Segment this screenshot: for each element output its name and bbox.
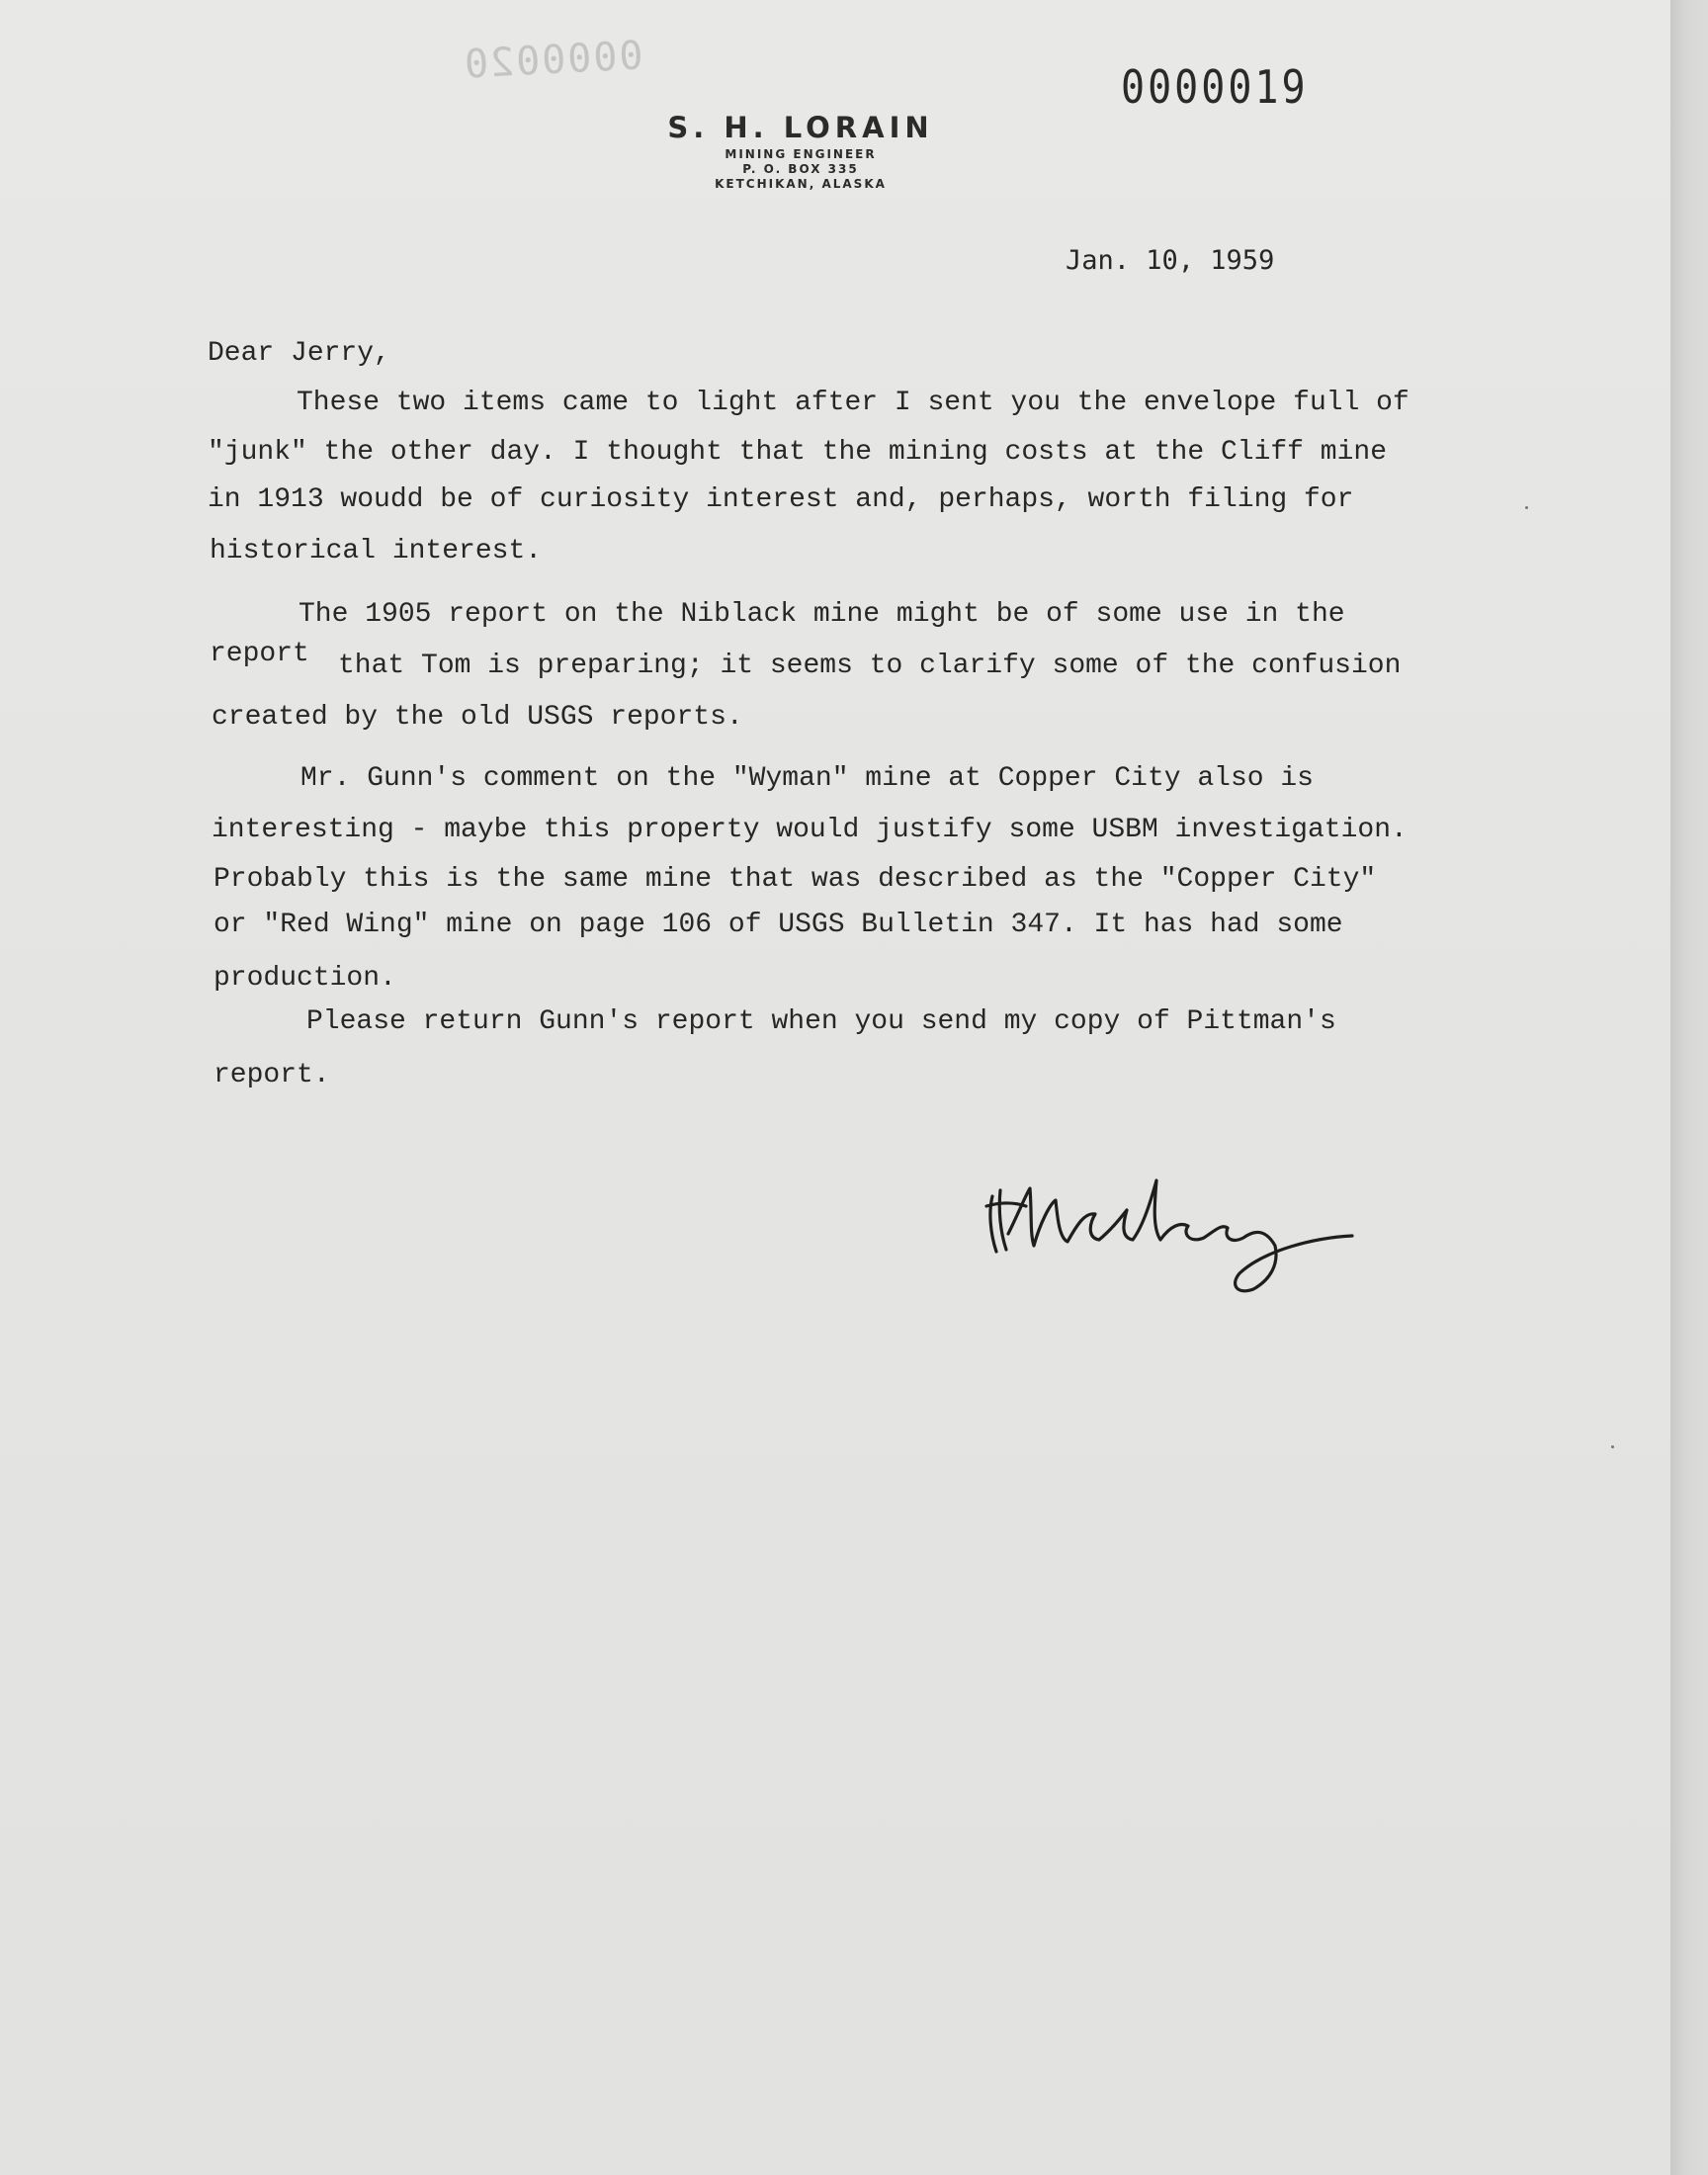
bleed-through-number: 0000020 — [461, 33, 644, 88]
paragraph-1-line-2: "junk" the other day. I thought that the mining costs at the Cliff mine — [208, 437, 1387, 468]
letterhead-title: MINING ENGINEER — [725, 147, 877, 161]
paragraph-1-line-4: historical interest. — [210, 536, 543, 566]
paragraph-4-line-1: Please return Gunn's report when you send my copy of Pittman's — [306, 1006, 1336, 1037]
paragraph-2-line-2b: that Tom is preparing; it seems to clarify some of the confusion — [338, 651, 1402, 681]
letterhead-city: KETCHIKAN, ALASKA — [715, 177, 887, 191]
handwritten-signature — [979, 1155, 1364, 1333]
letterhead-box: P. O. BOX 335 — [742, 162, 859, 176]
paragraph-4-line-2: report. — [214, 1060, 330, 1090]
letter-date: Jan. 10, 1959 — [1066, 245, 1275, 276]
paragraph-3-line-4: or "Red Wing" mine on page 106 of USGS Bulletin 347. It has had some — [214, 910, 1343, 940]
paragraph-1-line-3: in 1913 woudd be of curiosity interest and, perhaps, worth filing for — [208, 484, 1354, 515]
paragraph-3-line-5: production. — [214, 963, 396, 994]
page-edge-shadow — [1670, 0, 1708, 2175]
paragraph-2-line-2a: report — [210, 639, 309, 669]
paragraph-3-line-1: Mr. Gunn's comment on the "Wyman" mine at Copper City also is — [300, 763, 1314, 794]
paragraph-3-line-3: Probably this is the same mine that was described as the "Copper City" — [214, 864, 1377, 895]
paragraph-2-line-3: created by the old USGS reports. — [212, 702, 743, 733]
paper-speck — [1525, 506, 1528, 509]
document-number-stamp: 0000019 — [1121, 61, 1309, 115]
salutation: Dear Jerry, — [208, 338, 390, 369]
paper-speck — [1611, 1445, 1614, 1448]
paragraph-3-line-2: interesting - maybe this property would justify some USBM investigation. — [212, 815, 1408, 845]
letterhead-name: S. H. LORAIN — [667, 111, 934, 144]
letterhead — [623, 111, 979, 189]
paragraph-1-line-1: These two items came to light after I sent you the envelope full of — [297, 388, 1409, 418]
paragraph-2-line-1: The 1905 report on the Niblack mine might be of some use in the — [299, 599, 1345, 630]
